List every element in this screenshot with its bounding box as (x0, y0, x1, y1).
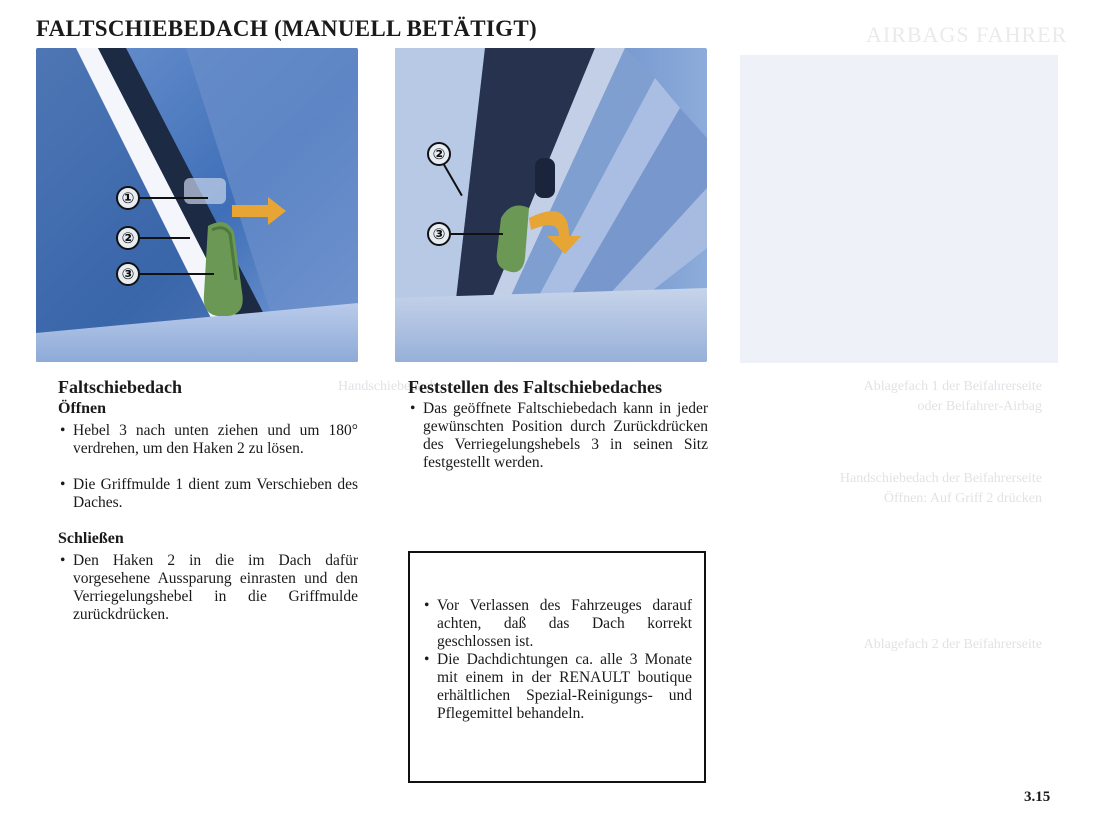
sunroof-lock-illustration (395, 48, 707, 362)
callout-2: ② (427, 142, 451, 166)
page-title: FALTSCHIEBEDACH (MANUELL BETÄTIGT) (36, 16, 537, 41)
bleed-through-photo (740, 55, 1058, 363)
close-subheading: Schließen (58, 530, 124, 547)
notice-item: • Vor Verlassen des Fahrzeuges darauf achten, daß das Dach korrekt geschlossen ist. (422, 597, 692, 651)
open-subheading: Öffnen (58, 400, 106, 417)
callout-3: ③ (116, 262, 140, 286)
bleed-through-heading: Handschiebedach (338, 379, 437, 394)
sunroof-open-illustration (36, 48, 358, 362)
bleed-through-title: AIRBAGS FAHRER (866, 22, 1068, 47)
bleed-through-line: Ablagefach 2 der Beifahrerseite (863, 637, 1042, 652)
left-column (58, 378, 358, 624)
notice-item: • Die Dachdichtungen ca. alle 3 Monate mit einem in der RENAULT boutique erhältlichen Spezial-Reinigungs- und Pflegemittel behandeln. (422, 651, 692, 723)
callout-1-leader (140, 197, 208, 199)
bleed-through-line: Öffnen: Auf Griff 2 drücken (883, 491, 1042, 506)
callout-3-leader (451, 233, 503, 235)
section-heading: Faltschiebedach (58, 377, 182, 397)
open-step-2: • Die Griffmulde 1 dient zum Verschieben des Daches. (58, 476, 358, 512)
close-step-1: • Den Haken 2 in die im Dach dafür vorgesehene Aussparung einrasten und den Verriegelungshebel in die Griffmulde zurückdrücken. (58, 552, 358, 624)
middle-column (408, 378, 708, 472)
bleed-through-line: Handschiebedach der Beifahrerseite (839, 471, 1042, 486)
bleed-through-line: oder Beifahrer-Airbag (917, 399, 1042, 414)
callout-1: ① (116, 186, 140, 210)
open-step-1: • Hebel 3 nach unten ziehen und um 180° verdrehen, um den Haken 2 zu lösen. (58, 422, 358, 458)
page-number: 3.15 (1024, 789, 1051, 805)
sunroof-lock-photo (395, 48, 707, 362)
callout-3-leader (140, 273, 214, 275)
section-heading: Feststellen des Faltschiebedaches (408, 377, 662, 397)
lock-step-1: • Das geöffnete Faltschiebedach kann in jeder gewünschten Position durch Zurückdrücken des Verriegelungshebels 3 in seinen Sitz festgestellt werden. (408, 400, 708, 472)
callout-2-leader (140, 237, 190, 239)
callout-3: ③ (427, 222, 451, 246)
notice-box (408, 551, 706, 783)
sunroof-open-photo (36, 48, 358, 362)
callout-2: ② (116, 226, 140, 250)
bleed-through-line: Ablagefach 1 der Beifahrerseite (863, 379, 1042, 394)
